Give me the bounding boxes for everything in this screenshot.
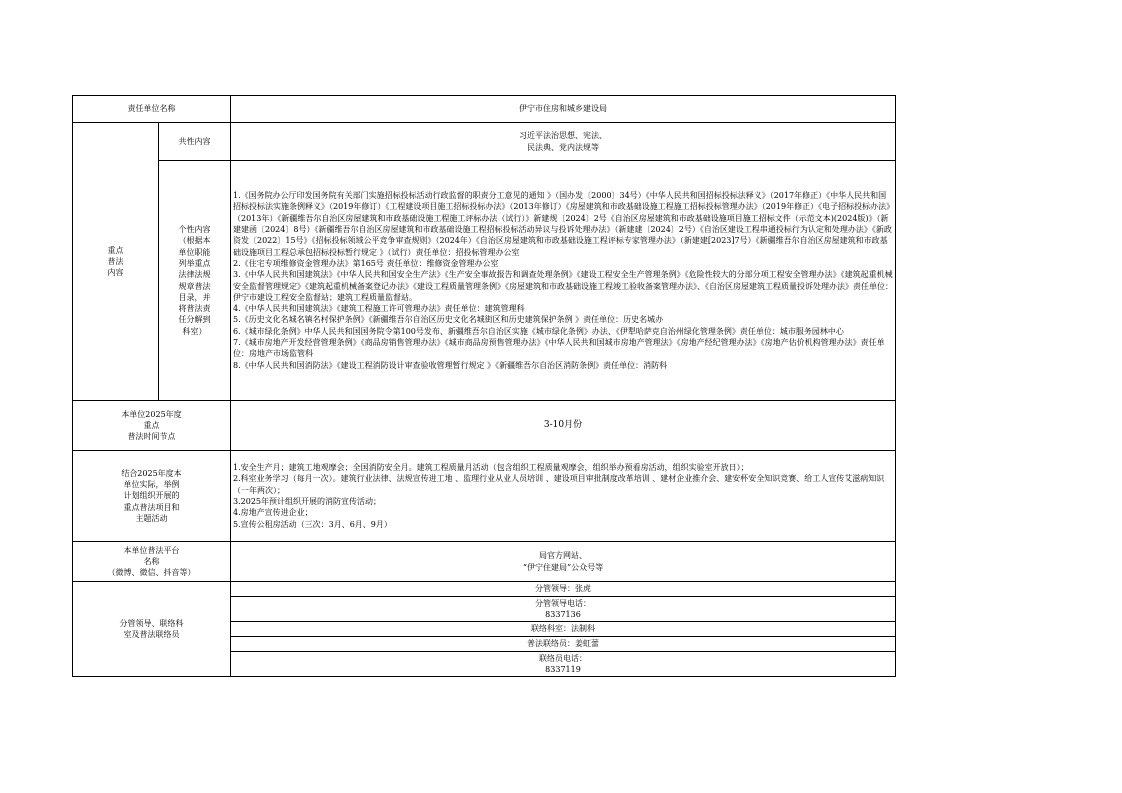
common-content-value: 习近平法治思想、宪法、 民法典、党内法规等 [231, 123, 896, 161]
liaison-phone: 联络员电话： 8337119 [231, 652, 896, 677]
platform-row [73, 542, 896, 582]
list-item: 2.《住宅专项维修资金管理办法》第165号 责任单位：维修资金管理办公室 [233, 258, 499, 268]
unit-row [73, 96, 896, 123]
contact-row-leader [73, 582, 896, 597]
time-node-value: 3-10月份 [231, 401, 896, 451]
list-item: 3.《中华人民共和国建筑法》《中华人民共和国安全生产法》《生产安全事故报告和调查处理条例》《建设工程安全生产管理条例》《危险性较大的分部分项工程安全管理办法》《建筑起重机械安全监督管理规定》《建筑起重机械备案登记办法》《建设工程质量管理条例》《房屋建筑和市政基础设施工程竣工验收备案管理办法》、《自治区房屋建筑工程质量投诉处理办法》责任单位：伊宁市建设工程安全监督站；建筑工程质量监督站。 [233, 270, 893, 302]
contacts-label: 分管领导、联络科 室及普法联络员 [73, 582, 231, 677]
leader-name: 分管领导：张虎 [231, 582, 896, 597]
plan-sheet [72, 95, 895, 677]
time-node-row [73, 401, 896, 451]
unit-label: 责任单位名称 [73, 96, 231, 123]
list-item: 2.科室业务学习（每月一次）。建筑行业法律、法规宣传进工地 、监理行业从业人员培训 、建设项目审批制度改革培训 、建材企业推介会、建安杯安全知识竞赛、给工人宣传艾滋病知识（一年两次）； [233, 474, 885, 495]
liaison-name: 普法联络员：姜虹蕾 [231, 637, 896, 652]
list-item: 8.《中华人民共和国消防法》《建设工程消防设计审查验收管理暂行规定 》《新疆维吾尔自治区消防条例》责任单位：消防科 [233, 360, 668, 370]
individual-content-list [231, 161, 896, 401]
key-content-label: 重点 普法 内容 [73, 123, 159, 401]
common-content-row [73, 123, 896, 161]
time-node-label: 本单位2025年度 重点 普法时间节点 [73, 401, 231, 451]
platform-label: 本单位普法平台 名称 （微博、微信、抖音等） [73, 542, 231, 582]
activities-row [73, 451, 896, 542]
list-item: 4.《中华人民共和国建筑法》《建筑工程施工许可管理办法》责任单位：建筑管理科 [233, 304, 525, 314]
leader-phone: 分管领导电话： 8337136 [231, 597, 896, 622]
common-content-label: 共性内容 [159, 123, 231, 161]
list-item: 6.《城市绿化条例》中华人民共和国国务院令第100号发布、新疆维吾尔自治区实施《城市绿化条例》办法、《伊犁哈萨克自治州绿化管理条例》责任单位：城市服务园林中心 [233, 326, 844, 336]
list-item: 5.《历史文化名城名镇名村保护条例》《新疆维吾尔自治区历史文化名城街区和历史建筑保护条例 》责任单位：历史名城办 [233, 315, 664, 325]
list-item: 1.安全生产月；建筑工地观摩会；全国消防安全月。建筑工程质量月活动（包含组织工程质量观摩会，组织举办预看房活动，组织实验室开放日）； [233, 463, 749, 473]
list-item: 4.房地产宣传进企业； [233, 508, 313, 518]
liaison-office: 联络科室：法制科 [231, 622, 896, 637]
law-popularization-table [72, 95, 896, 677]
list-item: 3.2025年预计组织开展的消防宣传活动； [233, 497, 381, 506]
individual-content-label: 个性内容 （根据本 单位职能 列举重点 法律法规 规章普法 目录，并 将普法责 任分解到 科室） [159, 161, 231, 401]
activities-label: 结合2025年度本 单位实际，举例 计划组织开展的 重点普法项目和 主题活动 [73, 451, 231, 542]
list-item: 7.《城市房地产开发经营管理条例》《商品房销售管理办法》《城市商品房预售管理办法》《中华人民共和国城市房地产管理法》《房地产经纪管理办法》《房地产估价机构管理办法》责任单位：房地产市场监管科 [233, 337, 885, 359]
list-item: 1.《国务院办公厅印发国务院有关部门实施招标投标活动行政监督的职责分工意见的通知 》（国办发〔2000〕34号）《中华人民共和国招标投标法释义》（2017年修正）《中华人民共和国招标投标法实施条例释义》（2019年修订）《工程建设项目施工招标投标办法》（2013年修订）《房屋建筑和市政基础设施工程施工招标投标管理办法》（2019年修正）《电子招标投标办法》（2013年）《新疆维吾尔自治区房屋建筑和市政基础设施工程施工评标办法（试行）》新建规〔2024〕2号《自治区房屋建筑和市政基础设施项目施工招标文件（示范文本)(2024版)》（新建建函〔2024〕8号）《新疆维吾尔自治区房屋建筑和市政基础设施工程招标投标活动异议与投诉处理办法》（新建建〔2024〕2号）《自治区建设工程串通投标行为认定和处理办法》《新政资发〔2022〕15号》《招标投标领域公平竞争审查规则》（2024年）《自治区房屋建筑和市政基础设施工程评标专家管理办法》（新建建[2023]7号）《新疆维吾尔自治区房屋建筑和市政基础设施项目工程总承包招标投标暂行规定 》（试行）责任单位：招投标管理办公室 [233, 191, 892, 257]
platform-value: 局官方网站、 “伊宁住建局”公众号等 [231, 542, 896, 582]
activities-list [231, 451, 896, 542]
individual-content-row [73, 161, 896, 401]
unit-value: 伊宁市住房和城乡建设局 [231, 96, 896, 123]
list-item: 5.宣传公租房活动（三次：3月、6月、9月） [233, 519, 392, 529]
